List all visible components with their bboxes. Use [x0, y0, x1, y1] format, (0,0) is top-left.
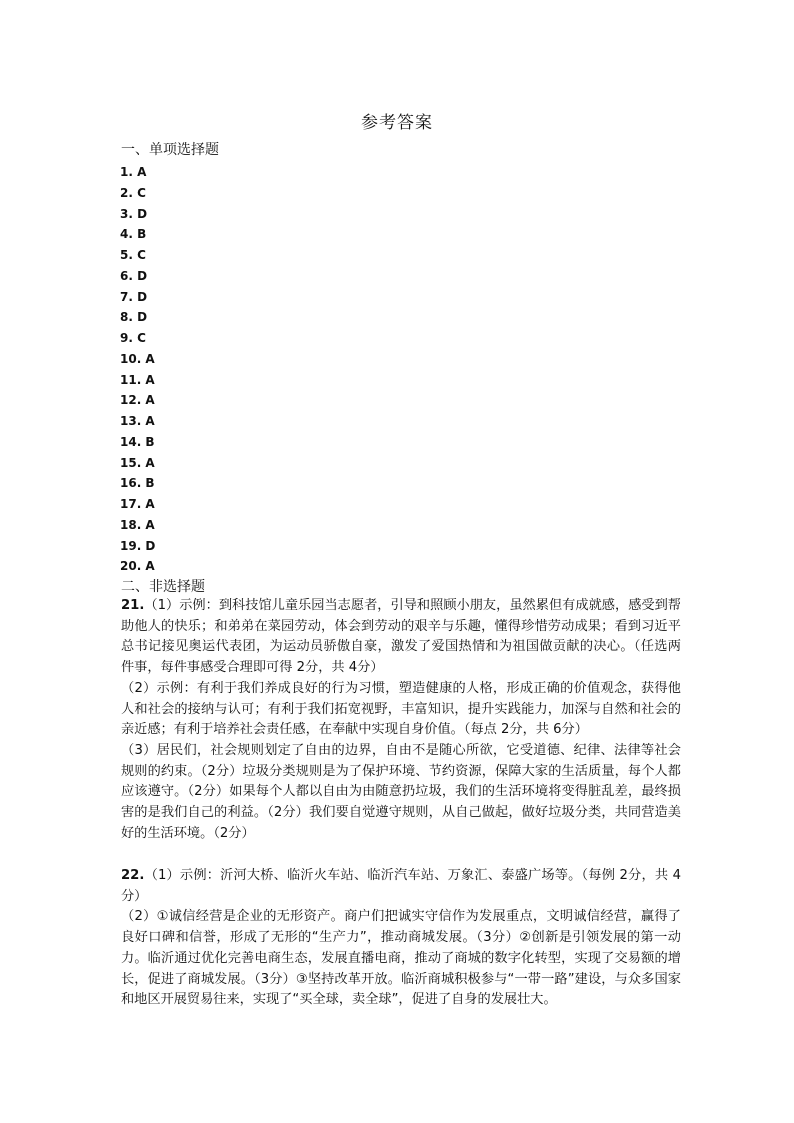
mcq-answer: 13. A [120, 414, 155, 428]
mcq-answer: 10. A [120, 351, 155, 366]
mcq-answer: 3. D [120, 206, 148, 221]
mcq-answer: 15. A [120, 455, 155, 470]
q22-part1 [121, 866, 681, 907]
page-title: 参考答案 [361, 113, 433, 133]
mcq-answer: 7. D [120, 289, 148, 304]
mcq-answer: 1. A [120, 165, 147, 179]
section-heading-single-choice: 一、单项选择题 [121, 142, 219, 158]
mcq-answer: 20. A [120, 559, 155, 574]
mcq-answer-list [120, 162, 155, 577]
q22-part2: （2）①诚信经营是企业的无形资产。商户们把诚实守信作为发展重点，文明诚信经营，赢得了良好口碑和信誉，形成了无形的“生产力”，推动商城发展。（3分）②创新是引领发展的第一动力。临沂通过优化完善电商生态，发展直播电商，推动了商城的数字化转型，实现了交易额的增长，促进了商城发展。（3分）③坚持改革开放。临沂商城积极参与“一带一路”建设，与众多国家和地区开展贸易往来，实现了“买全球，卖全球”，促进了自身的发展壮大。 [121, 909, 681, 1008]
q21-part2: （2）示例：有利于我们养成良好的行为习惯，塑造健康的人格，形成正确的价值观念，获得他人和社会的接纳与认可；有利于我们拓宽视野，丰富知识，提升实践能力，加深与自然和社会的亲近感；有利于培养社会责任感，在奉献中实现自身价值。（每点 2分，共 6分） [121, 680, 681, 738]
mcq-answer: 11. A [120, 372, 155, 387]
mcq-answer: 14. B [120, 434, 155, 449]
q22-part1-text: （1）示例：沂河大桥、临沂火车站、临沂汽车站、万象汇、泰盛广场等。（每例 2分，共 4分） [121, 868, 681, 904]
question-22-answer [121, 866, 681, 1011]
mcq-answer: 12. A [120, 393, 155, 408]
question-number: 21. [121, 598, 145, 613]
mcq-answer: 9. C [120, 331, 146, 345]
mcq-answer: 18. A [120, 517, 155, 532]
mcq-answer: 16. B [120, 476, 155, 491]
mcq-answer: 6. D [120, 268, 148, 283]
mcq-answer: 8. D [120, 310, 148, 325]
mcq-answer: 19. D [120, 538, 156, 553]
mcq-answer: 4. B [120, 227, 147, 242]
mcq-answer: 2. C [120, 185, 146, 200]
q21-part3: （3）居民们，社会规则划定了自由的边界，自由不是随心所欲，它受道德、纪律、法律等社会规则的约束。（2分）垃圾分类规则是为了保护环境、节约资源，保障大家的生活质量，每个人都应该遵守。（2分）如果每个人都以自由为由随意扔垃圾，我们的生活环境将变得脏乱差，最终损害的是我们自己的利益。（2分）我们要自觉遵守规则，从自己做起，做好垃圾分类，共同营造美好的生活环境。（2分） [121, 742, 681, 841]
q21-part1 [121, 596, 681, 679]
question-number: 22. [121, 868, 145, 883]
question-21-answer [121, 596, 681, 844]
mcq-answer: 17. A [120, 497, 155, 511]
section-heading-non-choice: 二、非选择题 [121, 579, 205, 595]
mcq-answer: 5. C [120, 248, 146, 262]
q21-part1-text: （1）示例：到科技馆儿童乐园当志愿者，引导和照顾小朋友，虽然累但有成就感，感受到帮助他人的快乐；和弟弟在菜园劳动，体会到劳动的艰辛与乐趣，懂得珍惜劳动成果；看到习近平总书记接见奥运代表团，为运动员骄傲自豪，激发了爱国热情和为祖国做贡献的决心。（任选两件事，每件事感受合理即可得 2分，共 4分） [121, 598, 681, 676]
